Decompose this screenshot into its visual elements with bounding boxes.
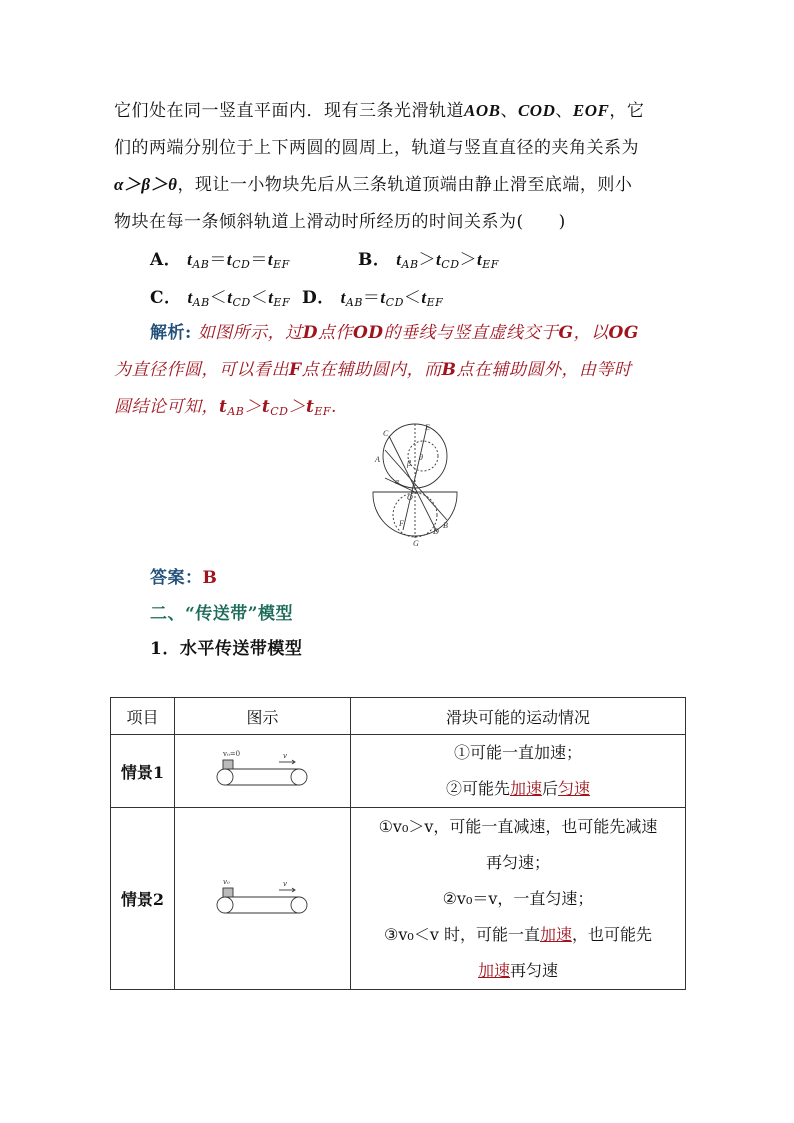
sub: EF (273, 258, 290, 271)
table-row (111, 735, 686, 808)
t: t (421, 288, 427, 307)
perp-line (385, 478, 415, 492)
text-run: 后 (542, 779, 559, 798)
op: ＝ (209, 250, 227, 270)
text-run: 的垂线与竖直虚线交于 (383, 323, 559, 343)
option-c (150, 283, 290, 309)
colon: : (185, 323, 192, 343)
t: t (340, 288, 346, 307)
text-run: ②可能先 (445, 779, 510, 798)
text-run: ，也可能先 (571, 924, 652, 944)
op: ＞ (418, 250, 437, 270)
answer-value: B (202, 568, 218, 588)
col-header-figure: 图示 (175, 698, 351, 735)
col-header-motion: 滑块可能的运动情况 (351, 698, 686, 735)
pt-e: E (425, 423, 430, 432)
option-d-label: D． (302, 288, 335, 308)
row-label: 情景2 (111, 808, 175, 990)
table-row (111, 808, 686, 990)
op: ＞ (288, 397, 306, 417)
sub: AB (401, 258, 419, 271)
pt-g: G (413, 539, 419, 548)
sub: CD (232, 258, 251, 271)
motion-line (351, 917, 685, 953)
small-circle (408, 441, 438, 471)
text-run: 点在辅助圆外，由等时 (456, 360, 632, 380)
text-run: 它们处在同一竖直平面内．现有三条光滑轨道 (114, 101, 464, 121)
text-run: ，以 (573, 323, 609, 343)
pt-a: A (375, 455, 380, 464)
row-label: 情景1 (111, 735, 175, 808)
text-run: OG (608, 323, 639, 343)
conveyor-figure-1 (213, 744, 313, 794)
answer (150, 563, 217, 588)
row-figure (175, 808, 351, 990)
op: ＞ (459, 250, 478, 270)
op: ＝ (250, 250, 268, 270)
text-run: ，现让一小物块先后从三条轨道顶端由静止滑至底端，则小 (177, 175, 633, 195)
t: t (477, 250, 483, 269)
label-v0: v₀ (222, 877, 230, 886)
col-header-item: 项目 (111, 698, 175, 735)
sub: EF (426, 296, 444, 309)
track-aob: AOB (464, 101, 501, 120)
section-title: 二、“传送带”模型 (150, 604, 294, 624)
option-a-label: A． (150, 250, 182, 270)
row-motion (351, 808, 686, 990)
op: ＞ (244, 397, 262, 417)
sub: CD (441, 258, 460, 271)
t: t (187, 288, 193, 307)
op: ＜ (209, 288, 228, 308)
subsection-title: 1．水平传送带模型 (150, 639, 303, 659)
pt-alpha: α (395, 477, 400, 486)
motion-line: ①可能一直加速； (453, 743, 582, 762)
fill-in: 匀速 (558, 779, 591, 798)
fill-in: 加速 (477, 960, 510, 980)
angle-relation: α＞β＞θ (114, 175, 178, 194)
op: ＝ (362, 288, 381, 308)
text-run: ③v₀＜v 时，可能一直 (384, 924, 540, 944)
option-b (358, 245, 499, 271)
pt-o: O (407, 493, 413, 502)
op: ＜ (403, 288, 422, 308)
text-run: 为直径作圆，可以看出 (114, 360, 289, 380)
text-run: G (558, 323, 574, 343)
t: t (436, 250, 442, 269)
row-motion (351, 735, 686, 808)
label-v: v (282, 752, 287, 760)
text-run: 点作 (317, 323, 353, 343)
answer-label: 答案： (150, 568, 203, 588)
text-run: 、 (555, 101, 573, 121)
problem-line-3 (114, 170, 632, 195)
motion-line (351, 771, 685, 807)
circles-figure (365, 420, 465, 550)
text-run: OD (352, 323, 384, 343)
pt-f: F (399, 519, 404, 528)
t: t (306, 397, 315, 417)
text-run: 如图所示，过 (197, 323, 303, 343)
sub: EF (482, 258, 499, 271)
sub: AB (192, 296, 210, 309)
sub: AB (227, 405, 245, 418)
motion-line (351, 953, 685, 989)
text-run: 、 (500, 101, 518, 121)
option-c-label: C． (150, 288, 182, 308)
row-figure (175, 735, 351, 808)
analysis-line-1 (150, 318, 639, 343)
t: t (396, 250, 402, 269)
conveyor-table (110, 697, 686, 990)
text-run: . (331, 397, 337, 417)
label-v0: v₀=0 (222, 750, 240, 758)
t: t (227, 288, 233, 307)
track-eof: EOF (572, 101, 610, 120)
t: t (261, 397, 271, 417)
sub: AB (345, 296, 363, 309)
fill-in: 加速 (509, 779, 542, 798)
motion-line: ①v₀＞v，可能一直减速，也可能先减速 (378, 816, 658, 836)
sub: CD (232, 296, 251, 309)
sub: EF (314, 405, 332, 418)
text-run: 再匀速 (510, 960, 559, 980)
pt-d: D (433, 527, 439, 536)
problem-line-1 (114, 96, 644, 121)
auxiliary-circle (393, 493, 437, 537)
problem-line-2: 们的两端分别位于上下两圆的圆周上，轨道与竖直直径的夹角关系为 (114, 138, 639, 158)
analysis-line-2 (114, 355, 631, 380)
pt-c: C (383, 429, 389, 438)
t: t (267, 250, 274, 269)
label-v: v (282, 879, 287, 888)
text-run: B (441, 360, 457, 380)
text-run: 点在辅助圆内，而 (301, 360, 442, 380)
sub: EF (273, 296, 291, 309)
t: t (187, 250, 193, 269)
conveyor-figure-2 (213, 872, 313, 922)
pt-b: B (443, 521, 448, 530)
op: ＜ (250, 288, 269, 308)
sub: CD (270, 405, 289, 418)
text-run: 圆结论可知， (114, 397, 219, 417)
track-cod: COD (517, 101, 556, 120)
sub: AB (192, 258, 210, 271)
analysis-label: 解析 (150, 323, 185, 343)
t: t (380, 288, 386, 307)
option-b-label: B． (358, 250, 391, 270)
fill-in: 加速 (539, 924, 572, 944)
t: t (268, 288, 274, 307)
text-run: D (302, 323, 318, 343)
pt-beta: β (407, 459, 411, 468)
motion-line: 再匀速； (485, 852, 550, 872)
sub: CD (385, 296, 404, 309)
pt-theta: θ (419, 453, 423, 462)
table-header-row (111, 698, 686, 735)
analysis-line-3 (114, 392, 337, 418)
t: t (226, 250, 233, 269)
text-run: F (289, 360, 302, 380)
option-d (302, 283, 443, 309)
motion-line: ②v₀＝v，一直匀速； (442, 888, 594, 908)
option-a (150, 245, 290, 271)
problem-line-4: 物块在每一条倾斜轨道上滑动时所经历的时间关系为( ) (114, 212, 566, 232)
t: t (219, 397, 228, 417)
text-run: ，它 (609, 101, 645, 121)
